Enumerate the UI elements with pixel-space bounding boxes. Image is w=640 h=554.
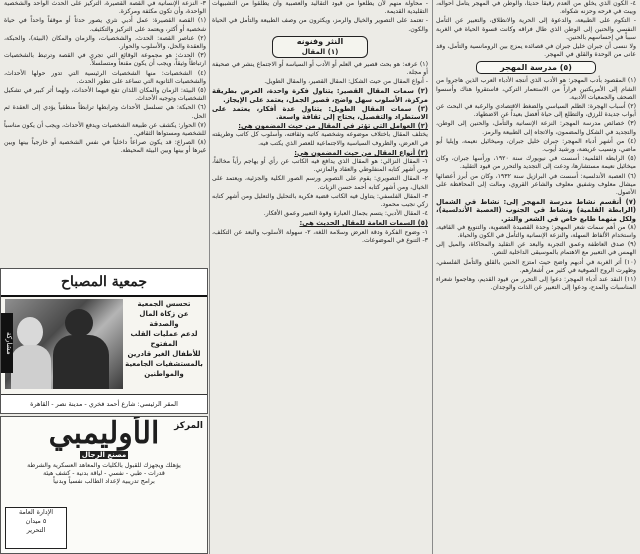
type-item: ٢- المقال التصويري: يقوم على التصوير ورسم الصور الكلية والجزئية، ويعتمد على الخيال، ومن أشهر كتابه أحمد حسن الزيات. — [212, 175, 428, 191]
ad-line: يؤهلك ويجهزك للقبول بالكليات والمعاهد العسكرية والشرطة — [27, 462, 181, 469]
ad-text — [125, 299, 203, 379]
body-paragraph: (١) المقصود بأدب المهجر: هو الأدب الذي أنتجه الأدباء العرب الذين هاجروا من الشام إلى الأمريكتين فراراً من الاستعمار التركي، فاستقروا هناك وأسسوا الصحف والجمعيات الأدبية. — [436, 77, 636, 101]
body-paragraph: (٨) الصراع: قد يكون صراعاً داخلياً في نفس الشخصية أو خارجياً بينها وبين غيرها أو بينها وبين البيئة المحيطة. — [4, 139, 206, 155]
body-paragraph: (٨) من أهم سمات شعر المهجر: وحدة القصيدة العضوية، والتنويع في القافية، واستخدام الألفاظ السهلة، والنزعة الإنسانية والتأمل في الكون والحياة. — [436, 223, 636, 240]
intro-paragraph: - تعتمد على التصوير والخيال والرمز، ويكثرون من وصف الطبيعة والتأمل في الحياة والكون. — [212, 17, 428, 33]
ad-text-line: لدعم عمليات القلب المفتوح — [130, 330, 198, 348]
ad-text-line: عن زكاة المال والصدقة — [139, 310, 189, 328]
ad-line: برامج تدريبية لإعداد الطالب نفسياً وبدنياً — [53, 478, 155, 485]
column-divider — [432, 0, 433, 554]
heading-types: (٣) أنواع المقال من حيث المضمون هي: — [294, 148, 428, 157]
middle-column — [212, 0, 428, 554]
article-subtitle: (١) المقال — [301, 47, 339, 56]
prose-title: النثر وفنونه — [296, 36, 344, 46]
body-paragraph: (٣) سمات المقال الطويل: يتناول عدة أفكار، يعتمد على الاستطراد والتفصيل، يحتاج إلى ثقافة واسعة. — [212, 104, 428, 122]
type-item: ٤- المقال الأدبي: يتسم بجمال العبارة وقوة التعبير وعمق الأفكار. — [263, 210, 428, 218]
person-body-2 — [11, 345, 51, 389]
body-paragraph: (٦) الحبكة: هي تسلسل الأحداث وترابطها ترابطاً منطقياً يؤدي إلى العقدة ثم الحل. — [4, 104, 206, 120]
body-paragraph: (٥) البيئة: الزمان والمكان اللذان تقع فيهما الأحداث، ولهما أثر كبير في تشكيل الشخصيات وتوجيه الأحداث. — [4, 87, 206, 103]
ad-text-line: تحسس الجمعية — [137, 300, 191, 308]
person-head — [65, 309, 93, 337]
person-head-2 — [17, 317, 43, 347]
type-item: ٣- المقال الفلسفي: يتناول فيه الكاتب قضية فكرية بالتحليل والتعليل ومن أشهر كتابه زكي نجيب محمود. — [212, 192, 428, 209]
ad-line: قدرات - طبي - نفسي - لياقة بدنية - كشف هيئة — [43, 470, 165, 477]
type-item: ١- المقال النزالي: هو المقال الذي يدافع فيه الكاتب عن رأي أو يهاجم رأياً مخالفاً، ومن أشهر كتابه المنفلوطي والعقاد والمازني. — [212, 158, 428, 174]
intro-paragraph: - التكوم على الطبيعة، والدعوة إلى الحرية والانطلاق، والتعبير عن التأمل النفسي والحنين إلى الوطن الذي طال فراقه وكانت قسوة الحياة في الغربة سبباً في إحساسهم بالحنين. — [436, 17, 636, 41]
body-paragraph: (٤) الشخصيات: منها الشخصيات الرئيسية التي تدور حولها الأحداث، والشخصيات الثانوية التي تساعد على تطور الحدث. — [4, 69, 206, 85]
ad-side-label: مشاركة — [1, 313, 13, 373]
body-paragraph: (٥) الرابطة القلمية: أسست في نيويورك سنة ١٩٢٠، ورأسها جبران، وكان ميخائيل نعيمة مستشارها، ودعت إلى التجديد والتحرر من قيود التقليد. — [436, 155, 636, 171]
ad-address-box — [5, 507, 67, 549]
intro-paragraph: - محاولة منهم لأن يطلعوا من قيود التقاليد والعصبية وأن يطلقوا من التشبيهات التقليدية القديمة. — [212, 0, 428, 16]
ad-box-line: التحرير — [26, 526, 46, 534]
left-column — [4, 0, 206, 264]
body-paragraph: - أنواع المقال من حيث الشكل: المقال القصير، والمقال الطويل. — [264, 78, 428, 86]
ad-photo — [5, 299, 123, 389]
body-paragraph: (٢) عناصر القصة: الحدث، والشخصيات، والزمان والمكان (البيئة)، والحبكة، والعقدة والحل، والأسلوب والحوار. — [4, 34, 206, 51]
body-paragraph: (١١) النقد عند أدباء المهجر: دعوا إلى التحرر من قيود القديم، وهاجموا شعراء المناسبات والمدح، ودعوا إلى التعبير عن الذات والوجدان. — [436, 276, 636, 292]
ad-lines — [1, 462, 207, 486]
ad-subtitle-text: مصنع الرجال — [81, 451, 127, 459]
ad-banner-title: جمعية المصباح — [1, 269, 207, 297]
olympic-center-ad — [0, 416, 208, 554]
heading-factors: (٢) العوامل التي تؤثر في المقال من حيث المضمون هي: — [238, 122, 428, 131]
section-title-prose — [272, 36, 368, 58]
charity-ad — [0, 268, 208, 414]
body-paragraph: (٧) الحوار: يكشف عن طبيعة الشخصيات ويدفع الأحداث، ويجب أن يكون مناسباً للشخصية ومستواها الثقافي. — [4, 121, 206, 138]
ad-title: الأوليمبي — [48, 416, 160, 451]
right-column — [436, 0, 636, 554]
column-divider — [209, 0, 210, 554]
body-paragraph: (٣) الحدث: هو مجموعة الوقائع التي تجري في القصة وترتبط بالشخصيات ارتباطاً وثيقاً، ويجب أن يكون مقنعاً ومتسلسلاً. — [4, 52, 206, 68]
general-paragraph: ١- وضوح الفكرة ودقة العرض وسلامة اللغة، ٢- سهولة الأسلوب والبعد عن التكلف، ٣- التنوع في الموضوعات. — [212, 228, 428, 244]
body-paragraph: (٩) صدق العاطفة وعمق التجربة والبعد عن التقليد والمحاكاة، والميل إلى الهمس في التعبير مع الاهتمام بالموسيقى الداخلية للنص. — [436, 241, 636, 257]
ad-text-line: للأطفال الغير قادرين — [127, 350, 201, 358]
body-paragraph: (١) القصة القصيرة: عمل أدبي نثري يصور حدثاً أو موقفاً واحداً في حياة شخصية أو أكثر، ويعتمد على التركيز والتكثيف. — [4, 17, 206, 33]
heading-general: (٥) السمات العامة للمقال الحديث هي: — [299, 219, 428, 228]
body-paragraph: (٤) من أشهر أدباء المهجر: جبران خليل جبران، وميخائيل نعيمة، وإيليا أبو ماضي، ونسيب عريضة، ورشيد أيوب. — [436, 137, 636, 154]
body-paragraph: (٣) خصائص مدرسة المهجر: النزعة الإنسانية والتأمل، والحنين إلى الوطن، والتجديد في الشكل والمضمون، والاتجاه إلى الطبيعة والرمز. — [436, 120, 636, 136]
body-paragraph-heading: (٧) أنقسم نشاط مدرسة المهجر إلى: نشاط في الشمال (الرابطة القلمية) ونشاط في الجنوب (العصبة الأندلسية)، ولكل منهما طابع خاص في الشعر والنثر. — [436, 198, 636, 223]
ad-text-line: والمواطنين — [144, 370, 184, 378]
body-paragraph: (١) عرفه: هو بحث قصير في العلم أو الأدب أو السياسة أو الاجتماع ينشر في صحيفة أو مجلة. — [212, 60, 428, 77]
intro-paragraph: ولا ننسى أن جبران خليل جبران في قصائده يمزج بين الرومانسية والتأمل، وقد عانى من الوحدة والقلق في المهجر. — [436, 43, 636, 59]
body-paragraph: (١٠) أثر الغربة في أدبهم واضح حيث امتزج الحنين بالقلق والتأمل الفلسفي، وظهرت الروح الصوفية في كثير من أشعارهم. — [436, 258, 636, 274]
ad-box-line: الإدارة العامة — [18, 508, 54, 516]
ad-pre-title: المركز — [174, 421, 203, 431]
ad-box-line: ٥ ميدان — [25, 517, 47, 525]
person-body — [53, 335, 109, 389]
ad-footer: المقر الرئيسي: شارع أحمد فخري - مدينة نصر - القاهرة — [1, 394, 207, 413]
ad-subtitle — [1, 451, 207, 460]
factors-paragraph: يختلف المقال باختلاف موضوعه وشخصية كاتبه وثقافته، وأسلوب كل كاتب وطريقته في العرض، والظروف السياسية والاجتماعية للعصر الذي يكتب فيه. — [212, 131, 428, 147]
body-paragraph: (٦) العصبة الأندلسية: أسست في البرازيل سنة ١٩٣٢، وكان من أبرز أعضائها ميشال معلوف وشفيق معلوف والشاعر القروي، ومالت إلى المحافظة على الأصول. — [436, 172, 636, 197]
body-paragraph: (٢) أسباب الهجرة: الظلم السياسي والضغط الاقتصادي والرغبة في البحث عن أبواب جديدة للرزق، والتطلع إلى حياة أفضل بعيداً عن الاضطهاد. — [436, 103, 636, 119]
body-paragraph: ٣- النزعة الإنسانية في القصة القصيرة، التركيز على الحدث الواحد والشخصية الواحدة، وأن تكون مكثفة ومركزة. — [4, 0, 206, 16]
section-title-mahjar: (٥) مدرسة المهجر — [476, 61, 596, 74]
ad-text-line: بالمستشفيات الجامعية — [125, 360, 203, 368]
intro-paragraph: ٤- الكون الذي يخلق من العدم رقيقاً حديثاً، والوطن في المهجر يتأمل أحواله، ويبث في فرحه وحزنه شكواه. — [436, 0, 636, 16]
body-paragraph: (٢) سمات المقال القصير: يتناول فكرة واحدة، العرض بطريقة مركزة، الأسلوب سهل واضح، قصير الجمل، يعتمد على الإيجاز. — [212, 87, 428, 104]
